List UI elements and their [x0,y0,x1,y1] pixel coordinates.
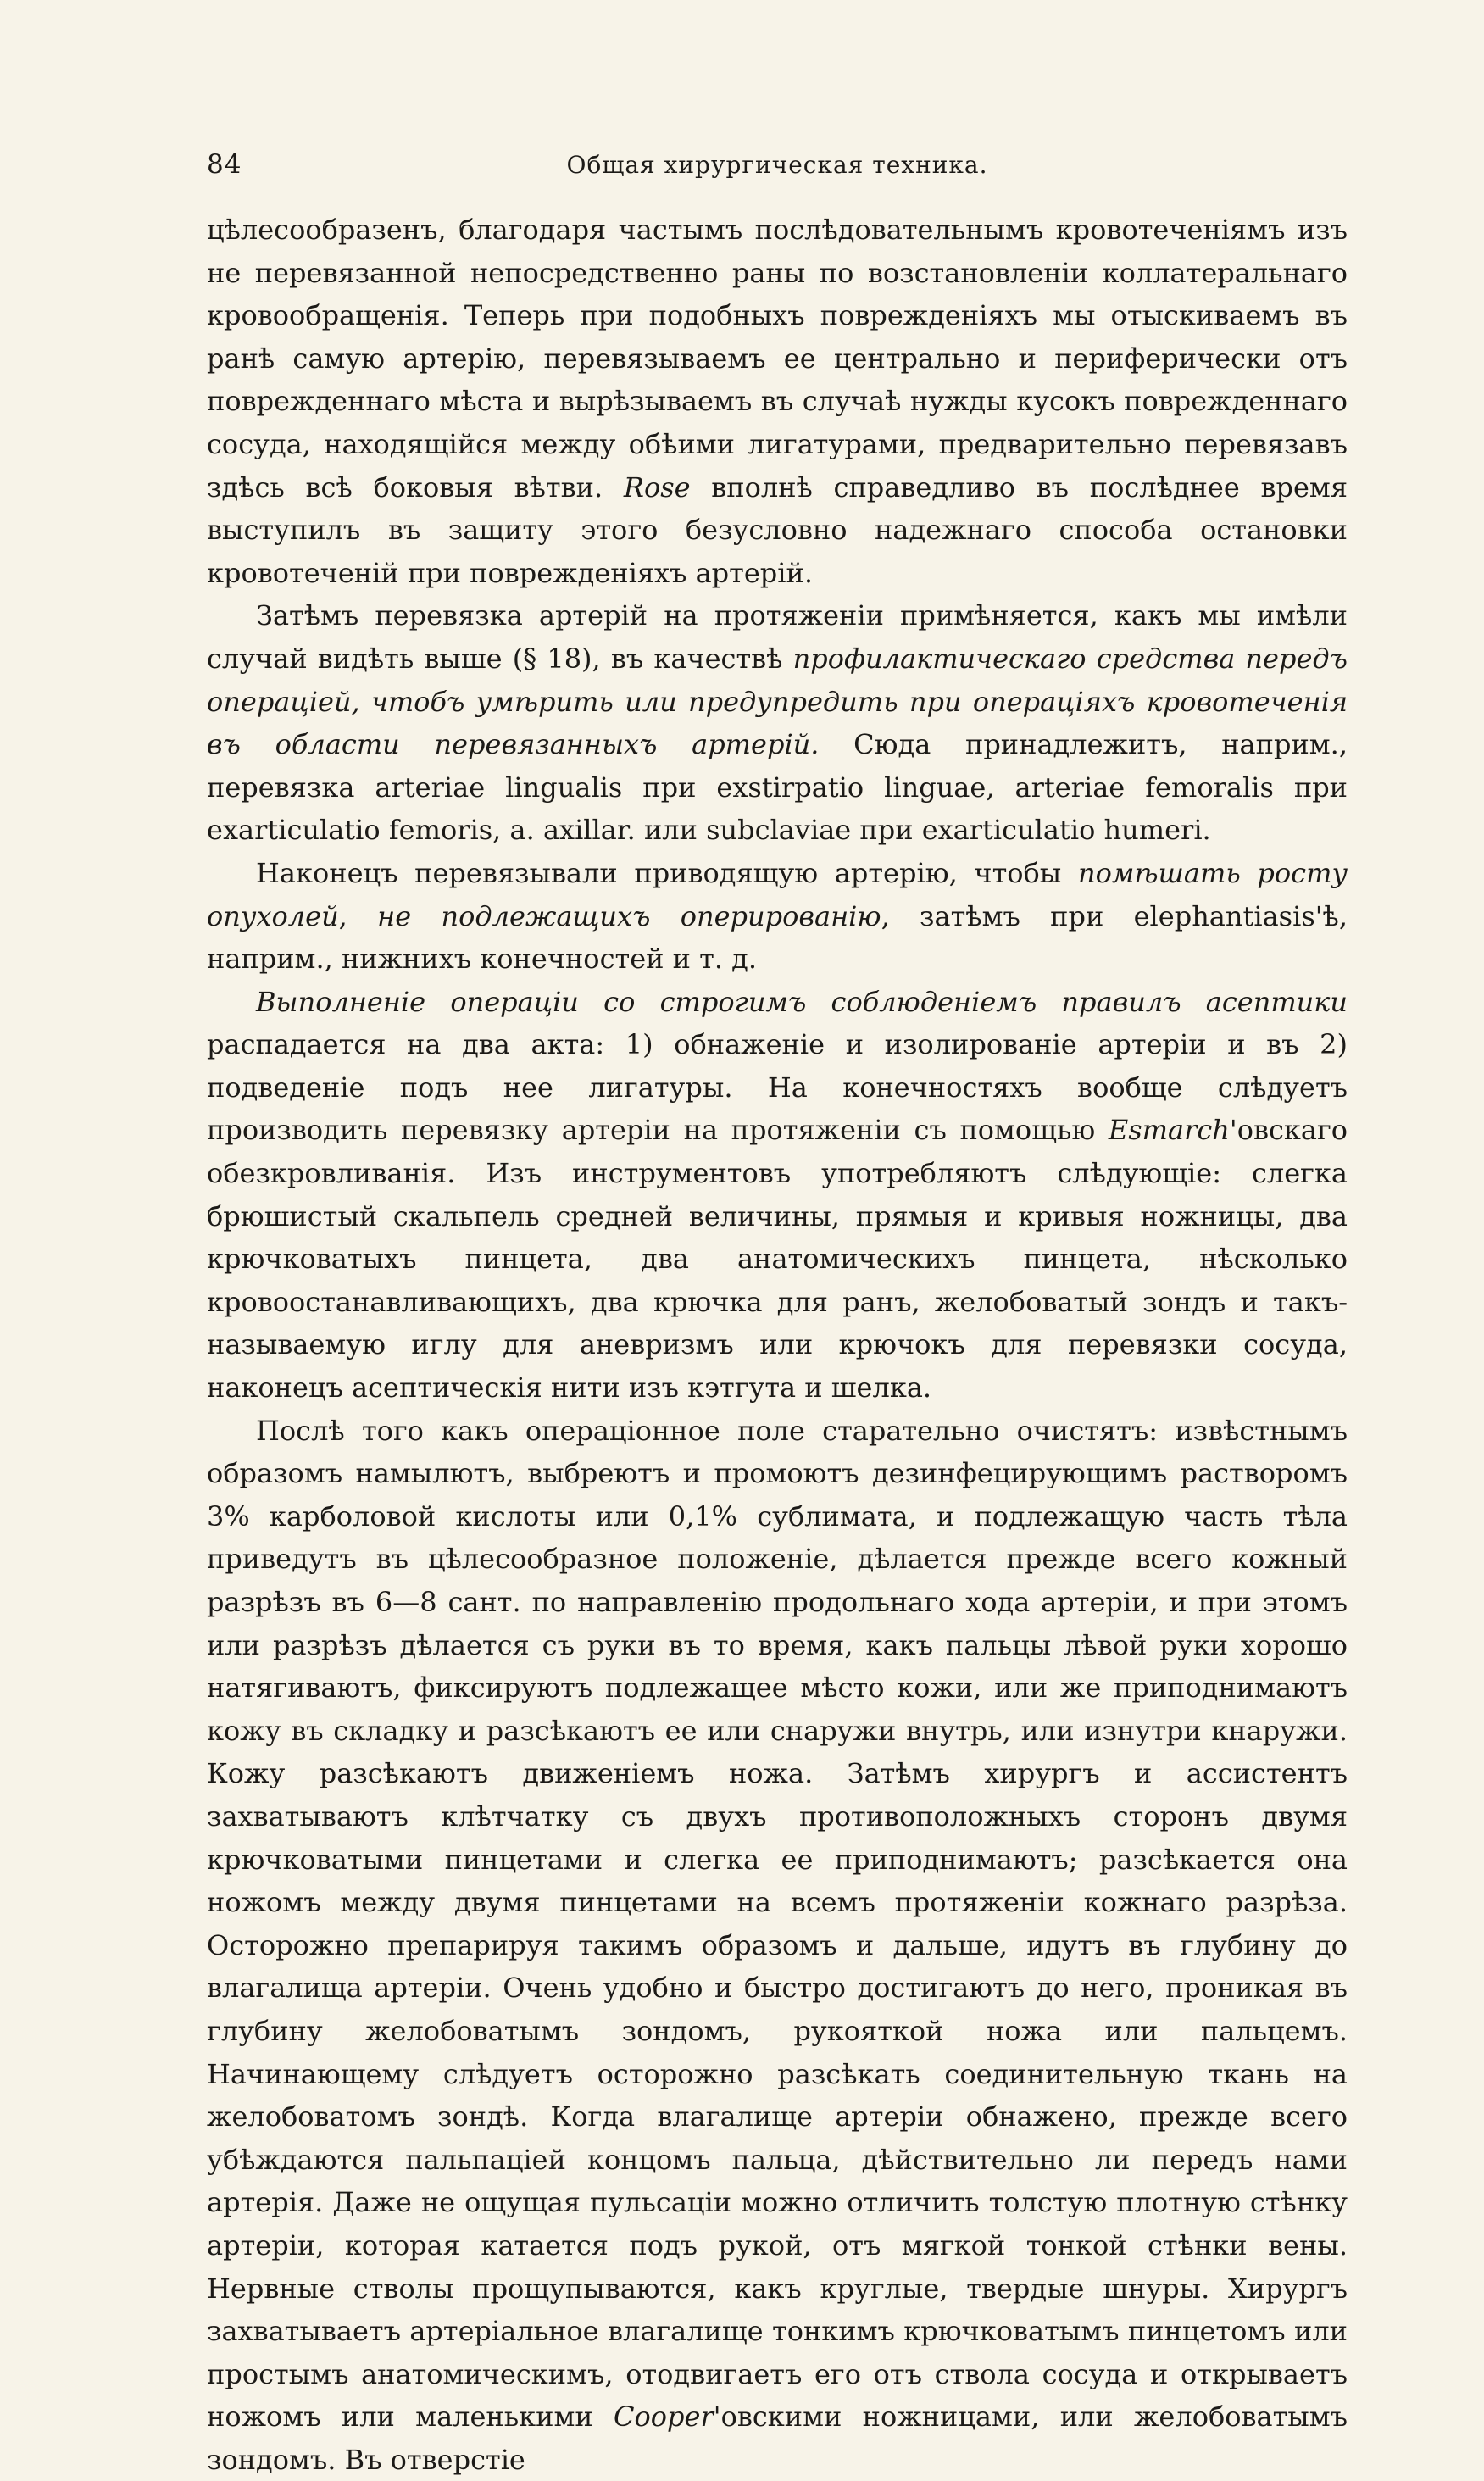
paragraph: Послѣ того какъ операціонное поле старательно очистятъ: извѣстнымъ образомъ намылютъ, выбреютъ и промоютъ дезинфецирующимъ растворомъ 3% карболовой кислоты или 0,1% сублимата, и подлежащую часть тѣла приведутъ въ цѣлесообразное положеніе, дѣлается прежде всего кожный разрѣзъ въ 6—8 сант. по направленію продольнаго хода артеріи, и при этомъ или разрѣзъ дѣлается съ руки въ то время, какъ пальцы лѣвой руки хорошо натягиваютъ, фиксируютъ подлежащее мѣсто кожи, или же приподнимаютъ кожу въ складку и разсѣкаютъ ее или снаружи внутрь, или изнутри кнаружи. Кожу разсѣкаютъ движеніемъ ножа. Затѣмъ хирургъ и ассистентъ захватываютъ клѣтчатку съ двухъ противоположныхъ сторонъ двумя крючковатыми пинцетами и слегка ее приподнимаютъ; разсѣкается она ножомъ между двумя пинцетами на всемъ протяженіи кожнаго разрѣза. Осторожно препарируя такимъ образомъ и дальше, идутъ въ глубину до влагалища артеріи. Очень удобно и быстро достигаютъ до него, проникая въ глубину желобоватымъ зондомъ, рукояткой ножа или пальцемъ. Начинающему слѣдуетъ осторожно разсѣкать соединительную ткань на желобоватомъ зондѣ. Когда влагалище артеріи обнажено, прежде всего убѣждаются пальпаціей концомъ пальца, дѣйствительно ли передъ нами артерія. Даже не ощущая пульсаціи можно отличить толстую плотную стѣнку артеріи, которая катается подъ рукой, отъ мягкой тонкой стѣнки вены. Нервные стволы прощупываются, какъ круглые, твердые шнуры. Хирургъ захватываетъ артеріальное влагалище тонкимъ крючковатымъ пинцетомъ или простымъ анатомическимъ, отодвигаетъ его отъ ствола сосуда и открываетъ ножомъ или маленькими Cooper'овскими ножницами, или желобоватымъ зондомъ. Въ отверстіе [207,1414,1348,2476]
page-number: 84 [207,149,242,180]
emphasis-text: профилактическаго средства передъ операціей, чтобъ умѣрить или предупредить при операціяхъ кровотеченія въ области перевязанныхъ артерій. [207,642,1348,761]
emphasis-text: не подлежащихъ оперированію [377,899,881,932]
paragraph: Наконецъ перевязывали приводящую артерію, чтобы помѣшать росту опухолей, не подлежащихъ оперированію, затѣмъ при elephantiasis'ѣ, наприм., нижнихъ конечностей и т. д. [207,856,1348,976]
author-name: Esmarch [1108,1114,1230,1147]
paragraph-continuation: цѣлесообразенъ, благодаря частымъ послѣдовательнымъ кровотеченіямъ изъ не перевязанной непосредственно раны по возстановленіи коллатеральнаго кровообращенія. Теперь при подобныхъ поврежденіяхъ мы отыскиваемъ въ ранѣ самую артерію, перевязываемъ ее центрально и периферически отъ поврежденнаго мѣста и вырѣзываемъ въ случаѣ нужды кусокъ поврежденнаго сосуда, находящійся между обѣими лигатурами, предварительно перевязавъ здѣсь всѣ боковыя вѣтви. Rose вполнѣ справедливо въ послѣднее время выступилъ въ защиту этого безусловно надежнаго способа остановки кровотеченій при поврежденіяхъ артерій. [207,214,1348,589]
emphasis-text: помѣшать росту опухолей [207,856,1348,932]
paragraph: Затѣмъ перевязка артерій на протяженіи примѣняется, какъ мы имѣли случай видѣть выше (§ 18), въ качествѣ профилактическаго средства передъ операціей, чтобъ умѣрить или предупредить при операціяхъ кровотеченія въ области перевязанныхъ артерій. Сюда принадлежитъ, наприм., перевязка arteriae lingualis при exstirpatio linguae, arteriae femoralis при exarticulatio femoris, a. axillar. или subclaviae при exarticulatio humeri. [207,599,1348,847]
section-lead-phrase: Выполненіе операціи со строгимъ соблюденіемъ правилъ асептики [256,985,1348,1018]
body-text [207,209,1348,2481]
paragraph: Выполненіе операціи со строгимъ соблюденіемъ правилъ асептики распадается на два акта: 1) обнаженіе и изолированіе артеріи и въ 2) подведеніе подъ нее лигатуры. На конечностяхъ вообще слѣдуетъ производить перевязку артеріи на протяженіи съ помощью Esmarch'овскаго обезкровливанія. Изъ инструментовъ употребляютъ слѣдующіе: слегка брюшистый скальпель средней величины, прямыя и кривыя ножницы, два крючковатыхъ пинцета, два анатомическихъ пинцета, нѣсколько кровоостанавливающихъ, два крючка для ранъ, желобоватый зондъ и такъ-называемую иглу для аневризмъ или крючокъ для перевязки сосуда, наконецъ асептическія нити изъ кэтгута и шелка. [207,985,1348,1405]
running-title: Общая хирургическая техника. [566,151,988,179]
author-name: Rose [623,470,691,503]
page-header [207,149,1348,192]
author-name: Cooper [614,2400,714,2434]
